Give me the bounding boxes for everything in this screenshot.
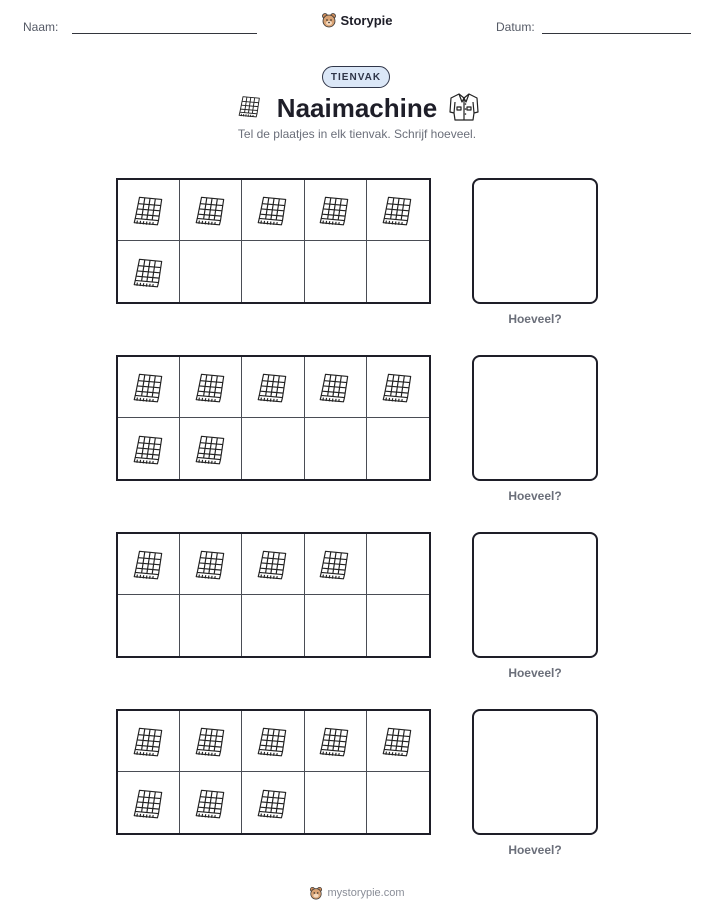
folded-blanket-icon [254, 194, 292, 226]
answer-label: Hoeveel? [508, 666, 562, 680]
folded-blanket-icon [192, 194, 230, 226]
ten-frame-cell [305, 418, 367, 479]
ten-frame-cell [118, 711, 180, 772]
ten-frame-cell [180, 534, 242, 595]
folded-blanket-icon [130, 194, 168, 226]
ten-frame-cell [118, 418, 180, 479]
logo-text: Storypie [340, 12, 393, 28]
ten-frame-cell [118, 241, 180, 302]
tienvak-badge: TIENVAK [322, 66, 390, 88]
ten-frame-cell [180, 180, 242, 241]
ten-frame-cell [242, 180, 304, 241]
folded-blanket-icon [192, 371, 230, 403]
ten-frame-cell [242, 357, 304, 418]
folded-blanket-icon [254, 548, 292, 580]
ten-frame-cell [118, 357, 180, 418]
name-line[interactable] [72, 33, 257, 34]
ten-frame-cell [367, 357, 429, 418]
ten-frame-cell [367, 241, 429, 302]
ten-frame-cell [180, 772, 242, 833]
ten-frame-cell [305, 534, 367, 595]
ten-frame-cell [242, 595, 304, 656]
folded-blanket-icon [379, 194, 417, 226]
answer-box[interactable] [472, 709, 598, 835]
answer-box[interactable] [472, 355, 598, 481]
folded-blanket-icon [130, 548, 168, 580]
storypie-logo [0, 12, 714, 28]
folded-blanket-icon [254, 725, 292, 757]
answer-label: Hoeveel? [508, 489, 562, 503]
ten-frame [116, 709, 431, 835]
folded-blanket-icon [254, 787, 292, 819]
folded-blanket-icon [192, 725, 230, 757]
ten-frame [116, 532, 431, 658]
ten-frame-cell [367, 595, 429, 656]
ten-frame-cell [367, 711, 429, 772]
ten-frame [116, 355, 431, 481]
folded-blanket-icon [130, 787, 168, 819]
ten-frame-cell [242, 241, 304, 302]
date-label: Datum: [496, 20, 535, 34]
ten-frame-cell [118, 534, 180, 595]
ten-frame [116, 178, 431, 304]
ten-frame-cell [305, 180, 367, 241]
answer-label: Hoeveel? [508, 312, 562, 326]
date-line[interactable] [542, 33, 691, 34]
ten-frame-cell [118, 772, 180, 833]
ten-frame-cell [367, 772, 429, 833]
name-label: Naam: [23, 20, 59, 34]
folded-blanket-icon [316, 725, 354, 757]
folded-blanket-icon [130, 371, 168, 403]
ten-frame-cell [242, 711, 304, 772]
folded-blanket-icon [316, 548, 354, 580]
instruction-text: Tel de plaatjes in elk tienvak. Schrijf hoeveel. [237, 127, 477, 141]
ten-frame-cell [118, 595, 180, 656]
answer-box[interactable] [472, 178, 598, 304]
ten-frame-cell [180, 711, 242, 772]
folded-blanket-icon [192, 787, 230, 819]
ten-frame-cell [305, 595, 367, 656]
ten-frame-cell [242, 772, 304, 833]
folded-blanket-icon [130, 725, 168, 757]
ten-frame-cell [180, 418, 242, 479]
answer-box[interactable] [472, 532, 598, 658]
ten-frame-cell [242, 534, 304, 595]
ten-frame-cell [305, 711, 367, 772]
ten-frame-cell [367, 534, 429, 595]
ten-frame-cell [242, 418, 304, 479]
ten-frame-cell [180, 241, 242, 302]
folded-blanket-icon [130, 256, 168, 288]
bear-icon [321, 12, 337, 28]
folded-blanket-icon [192, 433, 230, 465]
folded-blanket-icon [192, 548, 230, 580]
bear-icon [309, 886, 323, 900]
ten-frame-cell [180, 595, 242, 656]
footer-url: mystorypie.com [327, 887, 405, 899]
ten-frame-cell [180, 357, 242, 418]
shirt-icon [448, 92, 480, 122]
folded-blanket-icon [254, 371, 292, 403]
ten-frame-cell [305, 772, 367, 833]
ten-frame-cell [305, 241, 367, 302]
ten-frame-cell [305, 357, 367, 418]
answer-label: Hoeveel? [508, 843, 562, 857]
ten-frame-cell [367, 180, 429, 241]
folded-blanket-icon [379, 371, 417, 403]
page-title: Naaimachine [276, 93, 438, 123]
folded-blanket-icon [379, 725, 417, 757]
folded-blanket-icon [316, 194, 354, 226]
ten-frame-cell [367, 418, 429, 479]
ten-frame-cell [118, 180, 180, 241]
folded-blanket-icon [130, 433, 168, 465]
footer [0, 886, 714, 900]
folded-blanket-icon [316, 371, 354, 403]
